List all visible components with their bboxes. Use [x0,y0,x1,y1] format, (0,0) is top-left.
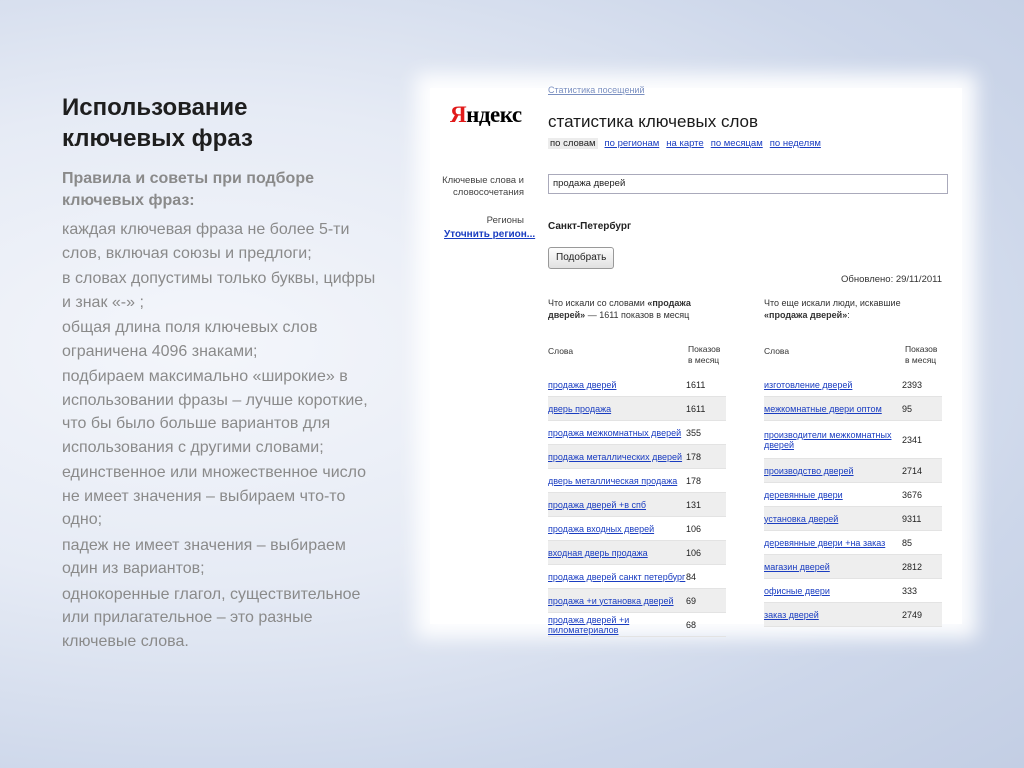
keyword-link[interactable]: изготовление дверей [764,379,853,390]
shows-count: 2749 [902,609,923,620]
shows-count: 333 [902,585,918,596]
shows-count: 2714 [902,465,923,476]
keyword-link[interactable]: магазин дверей [764,561,830,572]
keyword-link[interactable]: продажа дверей +в спб [548,499,647,510]
keyword-link[interactable]: заказ дверей [764,609,819,620]
keyword-link[interactable]: продажа межкомнатных дверей [548,427,682,438]
yandex-logo[interactable] [450,102,522,128]
shows-count: 178 [686,451,702,462]
keywords-input[interactable]: продажа дверей [548,174,948,194]
table-row [764,373,942,397]
left-results-table [548,373,726,637]
logo-rest: ндекс [466,102,522,127]
keywords-label: Ключевые слова и словосочетания [442,175,524,198]
keyword-link[interactable]: дверь металлическая продажа [548,475,678,486]
breadcrumb-link[interactable]: Статистика посещений [548,85,645,95]
table-row [548,373,726,397]
table-row [548,397,726,421]
shows-count: 3676 [902,489,923,500]
regions-label: Регионы [486,215,524,226]
refine-region-link[interactable]: Уточнить регион... [444,229,536,240]
keyword-link[interactable]: продажа дверей [548,379,617,390]
table-row [548,517,726,541]
submit-button[interactable]: Подобрать [548,247,614,269]
shows-count: 68 [686,619,697,630]
shows-count: 2341 [902,434,923,445]
tab-by-weeks[interactable]: по неделям [769,138,821,149]
tab-by-words[interactable]: по словам [550,138,596,149]
selected-region: Санкт-Петербург [548,221,632,232]
table-row [764,483,942,507]
table-row [548,469,726,493]
keyword-link[interactable]: продажа +и установка дверей [548,595,674,606]
logo-first-letter: Я [450,102,467,127]
right-caption-query: «продажа дверей» [764,310,848,320]
table-row [548,565,726,589]
shows-count: 69 [686,595,697,606]
table-row [764,397,942,421]
rule-item: в словах допустимы только буквы, цифры и знак «-» ; [62,270,376,311]
left-caption-suffix: — 1611 показов в месяц [587,310,690,320]
right-col-words: Слова [764,346,790,356]
table-row [764,603,942,627]
slide-subtitle: Правила и советы при подборе ключевых фраз: [62,170,314,209]
rule-item: однокоренные глагол, существительное или прилагательное – это разные ключевые слова. [62,585,361,650]
left-col-shows: Показов в месяц [688,344,721,365]
keyword-link[interactable]: межкомнатные двери оптом [764,403,882,414]
slide-title [62,92,382,154]
slide-title-line1: Использование [62,94,248,121]
table-row [764,459,942,483]
left-caption-query: «продажа дверей» [548,298,691,320]
right-table-caption [764,297,939,321]
table-row [764,579,942,603]
shows-count: 84 [686,571,697,582]
table-row [764,507,942,531]
keyword-link[interactable]: продажа входных дверей [548,523,655,534]
keyword-link[interactable]: офисные двери [764,585,830,596]
keyword-link[interactable]: продажа дверей санкт петербург [548,571,686,582]
table-row [548,541,726,565]
rule-item: подбираем максимально «широкие» в использовании фразы – лучше короткие, что бы было больше вариантов для использования с другими словами; [62,368,368,456]
keyword-link[interactable]: деревянные двери +на заказ [764,537,886,548]
shows-count: 106 [686,547,702,558]
left-table-caption [548,297,713,321]
page-title: статистика ключевых слов [548,112,759,131]
table-row [548,445,726,469]
shows-count: 106 [686,523,702,534]
rules-list [62,218,382,655]
shows-count: 355 [686,427,702,438]
shows-count: 95 [902,403,913,414]
tab-by-months[interactable]: по месяцам [710,138,763,149]
right-caption-suffix: : [847,310,850,320]
right-col-shows: Показов в месяц [905,344,938,365]
yandex-screenshot [430,85,962,635]
keyword-link[interactable]: входная дверь продажа [548,547,648,558]
shows-count: 1611 [686,403,706,414]
shows-count: 131 [686,499,702,510]
tab-on-map[interactable]: на карте [666,138,704,149]
table-row [548,589,726,613]
updated-date: Обновлено: 29/11/2011 [841,274,942,285]
rule-item: каждая ключевая фраза не более 5-ти слов, включая союзы и предлоги; [62,221,350,262]
keyword-link[interactable]: дверь продажа [548,403,612,414]
slide-title-line2: ключевых фраз [62,125,253,152]
keyword-link[interactable]: продажа металлических дверей [548,451,683,462]
table-row [548,421,726,445]
table-row [764,555,942,579]
keyword-link[interactable]: производство дверей [764,465,854,476]
view-tabs [548,138,821,149]
rule-item: падеж не имеет значения – выбираем один из вариантов; [62,536,346,577]
rule-item: общая длина поля ключевых слов ограничена 4096 знаками; [62,319,318,360]
shows-count: 9311 [902,513,922,524]
right-caption-prefix: Что еще искали люди, искавшие [764,298,901,308]
shows-count: 2393 [902,379,923,390]
left-col-words: Слова [548,346,574,356]
shows-count: 85 [902,537,913,548]
shows-count: 2812 [902,561,923,572]
left-caption-prefix: Что искали со словами [548,298,645,308]
right-results-table [764,373,942,627]
keyword-link[interactable]: деревянные двери [764,489,843,500]
rule-item: единственное или множественное число не имеет значения – выбираем что-то одно; [62,464,367,528]
keyword-link[interactable]: продажа дверей +и пиломатериалов [548,614,630,635]
keyword-link[interactable]: производители межкомнатных дверей [764,429,892,450]
tab-by-regions[interactable]: по регионам [604,138,660,149]
keyword-link[interactable]: установка дверей [764,513,839,524]
shows-count: 1611 [686,379,706,390]
table-row [764,421,942,459]
table-row [764,531,942,555]
table-row [548,613,726,637]
shows-count: 178 [686,475,702,486]
table-row [548,493,726,517]
